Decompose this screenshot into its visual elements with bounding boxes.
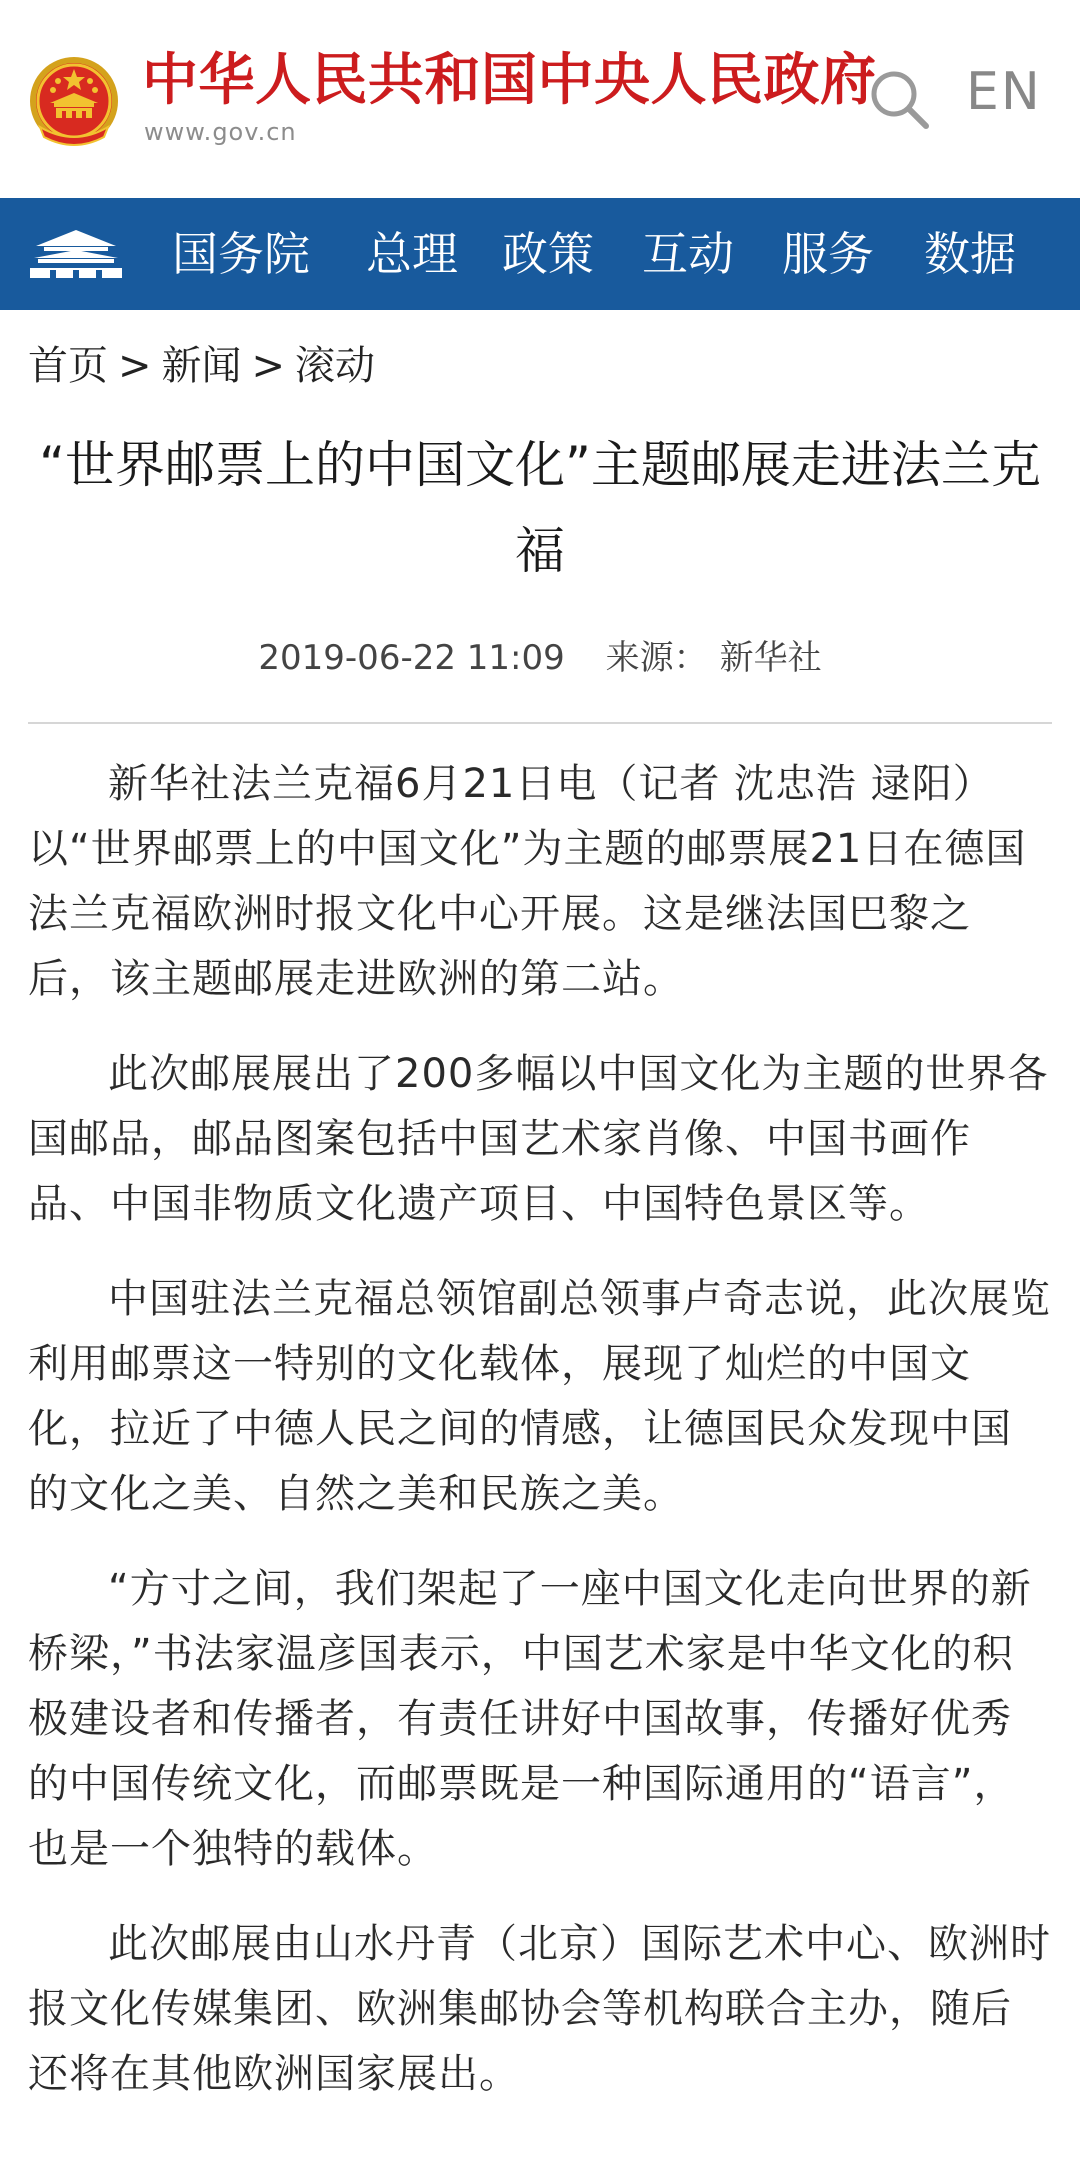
article-source: 新华社 [719, 638, 822, 678]
article-body [28, 752, 1052, 2137]
nav-item-fuwu[interactable]: 服务 [782, 227, 874, 281]
site-domain: www.gov.cn [144, 118, 297, 146]
breadcrumb-separator: > [251, 343, 286, 389]
breadcrumb-rolling[interactable]: 滚动 [295, 343, 376, 389]
article-paragraph: 此次邮展展出了200多幅以中国文化为主题的世界各国邮品，邮品图案包括中国艺术家肖像、中国书画作品、中国非物质文化遗产项目、中国特色景区等。 [28, 1051, 1049, 1227]
divider [28, 722, 1052, 724]
language-toggle-button[interactable]: EN [966, 62, 1042, 122]
article-meta [0, 634, 1080, 682]
article-paragraph: 此次邮展由山水丹青（北京）国际艺术中心、欧洲时报文化传媒集团、欧洲集邮协会等机构联合主办，随后还将在其他欧洲国家展出。 [28, 1921, 1051, 2097]
search-icon[interactable] [868, 68, 930, 130]
breadcrumb-home[interactable]: 首页 [28, 343, 108, 389]
site-title[interactable]: 中华人民共和国中央人民政府 [142, 48, 877, 113]
article-source-label: 来源： [605, 638, 708, 678]
article-datetime: 2019-06-22 11:09 [258, 638, 565, 678]
top-header [0, 0, 1080, 198]
article-paragraph: “方寸之间，我们架起了一座中国文化走向世界的新桥梁，”书法家温彦国表示，中国艺术家是中华文化的积极建设者和传播者，有责任讲好中国故事，传播好优秀的中国传统文化，而邮票既是一种国际通用的“语言”，也是一个独特的载体。 [28, 1566, 1032, 1872]
nav-item-hudong[interactable]: 互动 [642, 227, 734, 281]
nav-item-shuju[interactable]: 数据 [924, 227, 1016, 281]
nav-item-zongli[interactable]: 总理 [366, 227, 458, 281]
article-paragraph: 新华社法兰克福6月21日电（记者 沈忠浩 逯阳）以“世界邮票上的中国文化”为主题的邮票展21日在德国法兰克福欧洲时报文化中心开展。这是继法国巴黎之后，该主题邮展走进欧洲的第二站。 [28, 761, 1027, 1002]
tiananmen-icon[interactable] [30, 228, 122, 280]
breadcrumb-news[interactable]: 新闻 [161, 343, 242, 389]
main-nav [0, 198, 1080, 310]
national-emblem-icon[interactable] [26, 55, 122, 151]
article-paragraph: 中国驻法兰克福总领馆副总领事卢奇志说，此次展览利用邮票这一特别的文化载体，展现了灿烂的中国文化，拉近了中德人民之间的情感，让德国民众发现中国的文化之美、自然之美和民族之美。 [28, 1276, 1051, 1517]
breadcrumb-separator: > [118, 343, 152, 389]
breadcrumb [28, 338, 375, 394]
article-title: “世界邮票上的中国文化”主题邮展走进法兰克福 [39, 436, 1041, 580]
nav-item-zhengce[interactable]: 政策 [502, 227, 594, 281]
nav-item-guowuyuan[interactable]: 国务院 [172, 227, 310, 281]
